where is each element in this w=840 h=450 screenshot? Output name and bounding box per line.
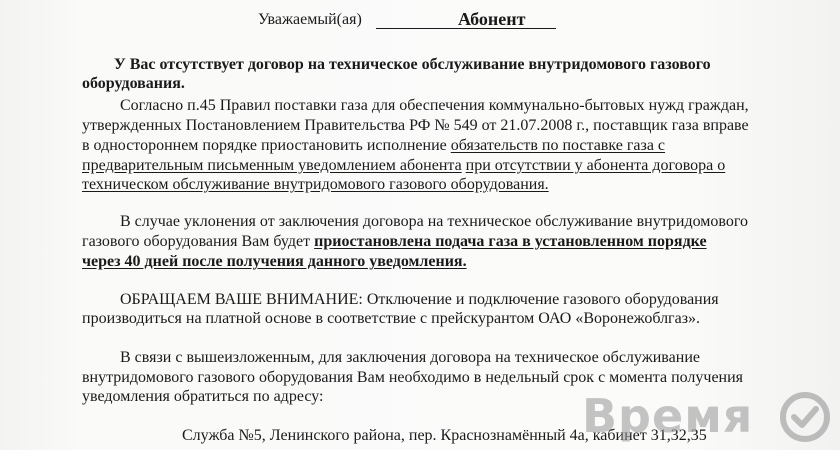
- attention-paragraph-line-1: ОБРАЩАЕМ ВАШЕ ВНИМАНИЕ: Отключение и подключение газового оборудования: [120, 291, 719, 308]
- rules-paragraph-line-5: техническом обслуживание внутридомового газового оборудования.: [82, 176, 549, 193]
- contact-paragraph-line-1: В связи с вышеизложенным, для заключения договора на техническое обслуживание: [120, 349, 700, 366]
- contact-paragraph-line-2: внутридомового газового оборудования Вам необходимо в недельный срок с момента получения: [82, 369, 744, 386]
- refusal-paragraph-line-1: В случае уклонения от заключения договора на техническое обслуживание внутридомового: [120, 213, 749, 230]
- refusal-line-2-bold: приостановлена подача газа в установленном порядке: [314, 233, 707, 250]
- rules-paragraph-line-1: Согласно п.45 Правил поставки газа для обеспечения коммунально-бытовых нужд граждан,: [120, 97, 749, 114]
- rules-paragraph-line-4: [82, 156, 725, 176]
- publisher-watermark: [568, 386, 840, 450]
- contact-paragraph-line-3: уведомления обратиться по адресу:: [82, 388, 324, 405]
- rules-line-3-underlined: обязательств по поставке газа с: [450, 137, 666, 154]
- rules-line-4-underlined-end: при отсутствии у абонента договора о: [465, 157, 726, 174]
- recipient-name: Абонент: [458, 9, 526, 29]
- rules-paragraph-line-3: [82, 136, 665, 156]
- notice-heading-line-2: оборудования.: [82, 75, 185, 92]
- attention-paragraph-line-2: производиться на платной основе в соответствие с прейскурантом ОАО «Воронежоблгаз».: [82, 310, 701, 327]
- notice-heading-line-1: У Вас отсутствует договор на техническое обслуживание внутридомового газового: [114, 56, 711, 73]
- watermark-logo-text: Время: [582, 389, 754, 443]
- office-address: Служба №5, Ленинского района, пер. Краснознамённый 4а, кабинет 31,32,35: [182, 427, 707, 444]
- refusal-line-2-plain: газового оборудования Вам будет: [82, 233, 315, 250]
- salutation-label: Уважаемый(ая): [258, 11, 362, 28]
- rules-line-4-underlined-start: предварительным письменным уведомлением абонента: [82, 157, 462, 174]
- refusal-paragraph-line-3: через 40 дней после получения данного уведомления.: [82, 253, 467, 270]
- rules-paragraph-line-2: утвержденных Постановлением Правительства РФ № 549 от 21.07.2008 г., поставщик газа вправе: [82, 117, 749, 134]
- checkmark-circle-icon: [778, 390, 832, 444]
- rules-line-3-plain: в одностороннем порядке приостановить исполнение: [82, 137, 451, 154]
- refusal-paragraph-line-2: [82, 232, 707, 252]
